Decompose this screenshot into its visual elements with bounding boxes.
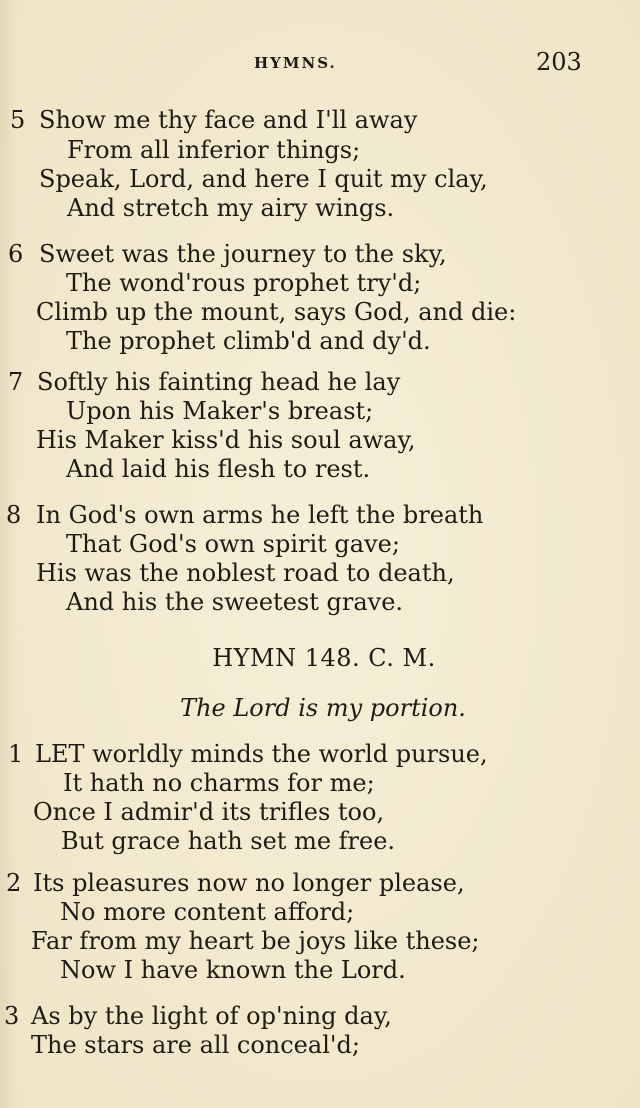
verse-line: Upon his Maker's breast; (66, 397, 374, 425)
verse-line: The wond'rous prophet try'd; (66, 269, 422, 297)
verse-line: Sweet was the journey to the sky, (39, 240, 447, 268)
verse-line: Now I have known the Lord. (60, 956, 406, 984)
stanza-number: 3 (4, 1002, 20, 1030)
verse-line: LET worldly minds the world pursue, (35, 740, 488, 768)
verse-line: The stars are all conceal'd; (31, 1031, 360, 1059)
stanza-number: 1 (8, 740, 24, 768)
hymn-subtitle: The Lord is my portion. (180, 694, 466, 722)
verse-line: Its pleasures now no longer please, (33, 869, 465, 897)
stanza-number: 2 (6, 869, 22, 897)
stanza-number: 5 (10, 106, 26, 134)
verse-line: And stretch my airy wings. (67, 194, 395, 222)
verse-line: No more content afford; (60, 898, 355, 926)
verse-line: His Maker kiss'd his soul away, (36, 426, 416, 454)
verse-line: The prophet climb'd and dy'd. (66, 327, 431, 355)
verse-line: It hath no charms for me; (63, 769, 375, 797)
verse-line: In God's own arms he left the breath (36, 501, 484, 529)
verse-line: Show me thy face and I'll away (39, 106, 418, 134)
running-head (0, 48, 640, 76)
verse-line: And laid his flesh to rest. (66, 455, 371, 483)
stanza-number: 6 (8, 240, 24, 268)
running-title: HYMNS. (254, 54, 337, 72)
stanza-number: 7 (8, 368, 24, 396)
verse-line: Once I admir'd its trifles too, (33, 798, 385, 826)
page-number: 203 (536, 48, 582, 76)
verse-line: But grace hath set me free. (61, 827, 396, 855)
verse-line: His was the noblest road to death, (36, 559, 455, 587)
verse-line: Climb up the mount, says God, and die: (36, 298, 517, 326)
hymn-heading: HYMN 148. C. M. (212, 644, 436, 672)
stanza-number: 8 (6, 501, 22, 529)
verse-line: That God's own spirit gave; (66, 530, 400, 558)
verse-line: Speak, Lord, and here I quit my clay, (39, 165, 488, 193)
verse-line: Softly his fainting head he lay (37, 368, 401, 396)
verse-line: And his the sweetest grave. (66, 588, 404, 616)
verse-line: From all inferior things; (67, 136, 361, 164)
verse-line: Far from my heart be joys like these; (31, 927, 480, 955)
verse-line: As by the light of op'ning day, (31, 1002, 392, 1030)
